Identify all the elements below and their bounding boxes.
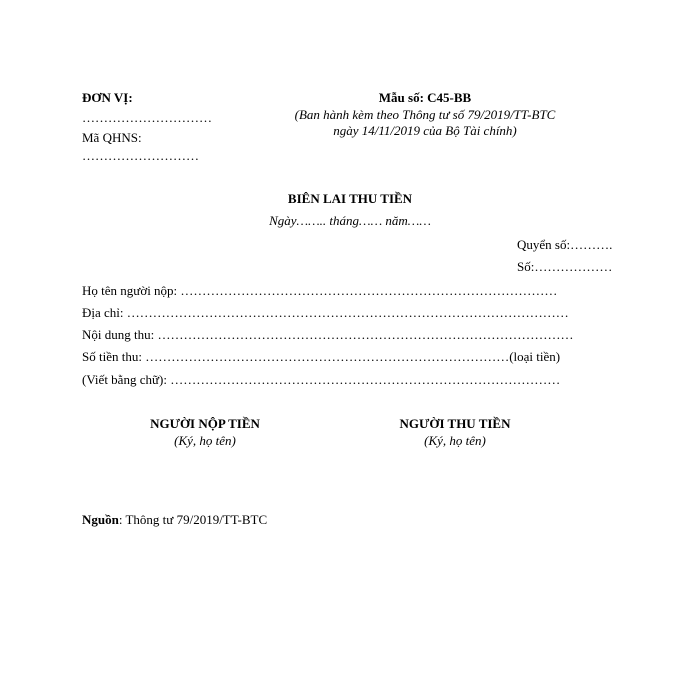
document-title: BIÊN LAI THU TIỀN — [287, 191, 413, 206]
source-line — [82, 512, 267, 528]
unit-dots: ………………………… — [82, 110, 212, 125]
issued-line-2: ngày 14/11/2019 của Bộ Tài chính) — [333, 123, 517, 138]
collector-signature-title: NGƯỜI THU TIỀN — [399, 416, 511, 431]
collector-signature-note: (Ký, họ tên) — [424, 433, 486, 448]
date-line: Ngày…….. tháng…… năm…… — [269, 213, 431, 228]
amount-in-words-field: (Viết bằng chữ): ……………………………………………………………………………… — [82, 372, 561, 387]
receipt-number: Số:……………… — [517, 259, 613, 274]
form-number: Mẫu số: C45-BB — [378, 90, 472, 105]
book-number: Quyển số:………. — [517, 237, 613, 252]
source-text: : Thông tư 79/2019/TT-BTC — [118, 512, 268, 527]
issued-line-1: (Ban hành kèm theo Thông tư số 79/2019/TT-BTC — [294, 107, 556, 122]
address-field: Địa chỉ: ………………………………………………………………………………………… — [82, 305, 569, 320]
qhns-label: Mã QHNS: — [82, 130, 142, 145]
source-label: Nguồn — [82, 512, 119, 527]
unit-label: ĐƠN VỊ: — [82, 90, 133, 105]
payer-name-field: Họ tên người nộp: …………………………………………………………………………… — [82, 283, 558, 298]
qhns-dots: ……………………… — [82, 148, 199, 163]
amount-field: Số tiền thu: …………………………………………………………………………(loại tiền) — [82, 349, 561, 364]
content-field: Nội dung thu: …………………………………………………………………………………… — [82, 327, 574, 342]
payer-signature-note: (Ký, họ tên) — [174, 433, 236, 448]
payer-signature-title: NGƯỜI NỘP TIỀN — [150, 416, 260, 431]
